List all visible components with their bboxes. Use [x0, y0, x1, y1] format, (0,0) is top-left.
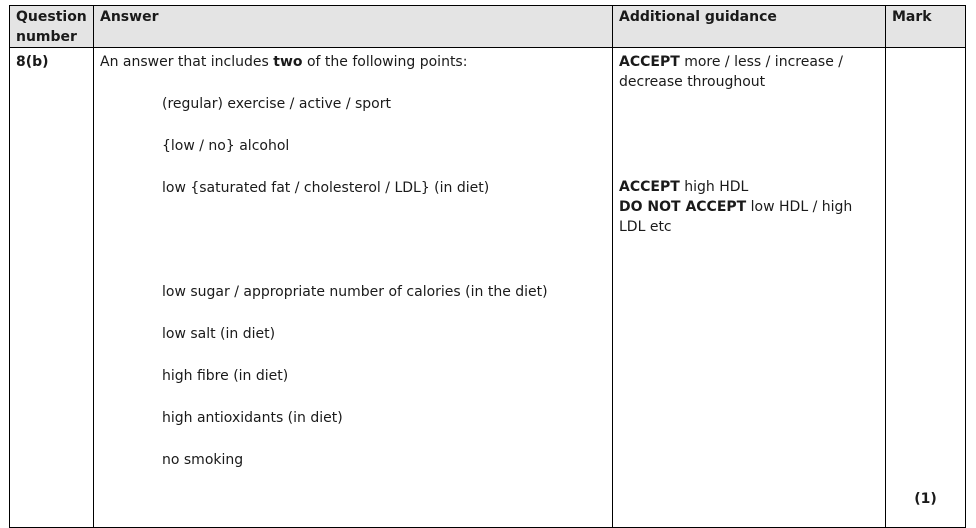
guidance-note — [619, 52, 879, 177]
answer-point: no smoking — [162, 452, 244, 468]
guidance-text: low HDL / high LDL etc — [619, 199, 853, 235]
mark-value: (1) — [914, 491, 937, 507]
header-row — [10, 6, 966, 48]
guidance-cell — [613, 48, 886, 528]
answer-intro-end: of the following points: — [302, 54, 468, 70]
header-mark: Mark — [886, 6, 966, 48]
answer-cell — [94, 48, 613, 528]
guidance-notes — [619, 52, 879, 237]
question-number: 8(b) — [16, 54, 49, 70]
answer-points-list — [100, 94, 606, 492]
answer-point: low {saturated fat / cholesterol / LDL} (in diet) — [162, 180, 490, 196]
table-row — [10, 48, 966, 528]
answer-point: high antioxidants (in diet) — [162, 410, 343, 426]
answer-point: (regular) exercise / active / sport — [162, 96, 391, 112]
guidance-keyword: ACCEPT — [619, 54, 680, 70]
mark-cell — [886, 48, 966, 528]
question-number-cell — [10, 48, 94, 528]
answer-point: low sugar / appropriate number of calories (in the diet) — [162, 284, 548, 300]
header-question-number: Question number — [10, 6, 94, 48]
guidance-keyword: ACCEPT — [619, 179, 680, 195]
header-answer: Answer — [94, 6, 613, 48]
answer-intro-emphasis: two — [273, 54, 303, 70]
answer-point: high fibre (in diet) — [162, 368, 289, 384]
guidance-keyword: DO NOT ACCEPT — [619, 199, 747, 215]
answer-intro — [100, 52, 606, 72]
guidance-text: more / less / increase / decrease throughout — [619, 54, 843, 90]
answer-point: {low / no} alcohol — [162, 138, 290, 154]
answer-point: low salt (in diet) — [162, 326, 276, 342]
mark-scheme-table — [9, 5, 966, 528]
header-additional-guidance: Additional guidance — [613, 6, 886, 48]
answer-intro-start: An answer that includes — [100, 54, 274, 70]
guidance-note — [619, 197, 879, 237]
guidance-text: high HDL — [679, 179, 749, 195]
guidance-note — [619, 177, 879, 197]
